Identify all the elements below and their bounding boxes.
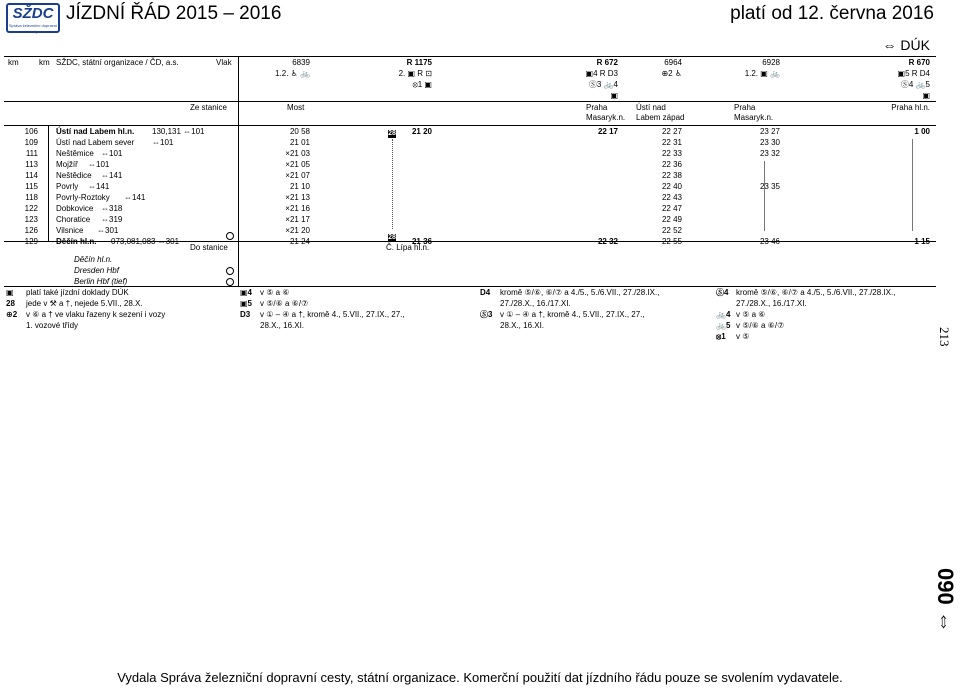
note-text: platí také jízdní doklady DÚK <box>26 288 129 297</box>
note-text: v ⑤ <box>736 332 750 341</box>
train-note: ▣ <box>922 91 930 100</box>
note-symbol: ▣ <box>6 288 14 297</box>
train-number: 6839 <box>292 58 310 67</box>
train-number: 6964 <box>664 58 682 67</box>
note-symbol: Ⓢ4 <box>716 288 729 297</box>
departure-time: 22 32 <box>597 237 618 246</box>
note-symbol: ⊕2 <box>6 310 18 319</box>
departure-time: 22 31 <box>661 138 682 147</box>
km2-header: km <box>39 58 50 67</box>
station-km: 106 <box>24 127 38 136</box>
train-note: 2. ▣ R ⊡ <box>398 69 432 78</box>
departure-time: 22 33 <box>661 149 682 158</box>
station-name: Ústí nad Labem hl.n. <box>56 127 135 136</box>
departure-time: 22 27 <box>661 127 682 136</box>
station-name: Choratice <box>56 215 91 224</box>
train-note: Ⓢ4 🚲5 <box>900 80 930 89</box>
note-text: v ① – ④ a †, kromě 4., 5.VII., 27.IX., 27., <box>260 310 405 319</box>
connecting-lines: 130,131 ⇔101 <box>152 127 205 136</box>
connecting-lines: ⇔301 <box>97 226 119 235</box>
station-km: 111 <box>25 149 38 158</box>
station-km: 115 <box>25 182 38 191</box>
departure-time: ×21 16 <box>285 204 310 213</box>
departure-time: 21 01 <box>289 138 310 147</box>
train-origin: Praha hl.n. <box>891 103 930 112</box>
note-symbol: D3 <box>240 310 251 319</box>
departure-time: 21 10 <box>289 182 310 191</box>
train-note: ▣ <box>610 91 618 100</box>
note-text: v ⑤ a ⑥ <box>736 310 766 319</box>
departure-time: 22 49 <box>661 215 682 224</box>
header-divider <box>4 101 936 102</box>
train-note: 1.2. ♿ 🚲 <box>275 69 310 78</box>
departure-time: 22 43 <box>661 193 682 202</box>
station-km: 113 <box>25 160 38 169</box>
departure-time: 22 17 <box>597 127 618 136</box>
departure-time: 22 47 <box>661 204 682 213</box>
departure-time: ×21 03 <box>285 149 310 158</box>
publisher-footer: Vydala Správa železniční dopravní cesty, státní organizace. Komerční použití dat jízdního řádu pouze se svolením vydavatele. <box>117 670 843 685</box>
connecting-lines: 073,081,083 ⇔301 <box>111 237 180 246</box>
duk-direction: ⇔ DÚK <box>882 37 930 53</box>
departure-time: 22 52 <box>661 226 682 235</box>
departure-time: ×21 17 <box>285 215 310 224</box>
station-km: 114 <box>25 171 38 180</box>
train-number: R 1175 <box>406 58 432 67</box>
connecting-lines: ⇔101 <box>152 138 174 147</box>
departure-time: 23 30 <box>759 138 780 147</box>
table-number: 090 ⇔ <box>933 568 958 633</box>
note-text: 28.X., 16.XI. <box>500 321 545 330</box>
train-note: 1.2. ▣ 🚲 <box>744 69 780 78</box>
connection-station: Děčín hl.n. <box>74 255 113 264</box>
logo-text: SŽDC <box>12 5 54 22</box>
departure-time: 22 55 <box>661 237 682 246</box>
page-number: 213 <box>937 327 952 347</box>
station-col-rule <box>238 56 239 286</box>
train-note: ▣5 R D4 <box>897 69 930 78</box>
train-note: Ⓢ3 🚲4 <box>588 80 618 89</box>
note-text: kromě ⑤/⑥, ⑥/⑦ a 4./5., 5./6.VII., 27./28.IX., <box>500 288 660 297</box>
connecting-lines: ⇔141 <box>124 193 146 202</box>
train-number: 6928 <box>762 58 780 67</box>
station-km: 122 <box>24 204 38 213</box>
note-text: 28.X., 16.XI. <box>260 321 305 330</box>
departure-time: ×21 05 <box>285 160 310 169</box>
departure-time: 23 35 <box>759 182 780 191</box>
station-name: Mojžíř <box>56 160 78 169</box>
pass-through-line <box>912 139 913 231</box>
to-station-header: Do stanice <box>190 243 228 252</box>
station-name: Děčín hl.n. <box>56 237 97 246</box>
note-symbol: 🚲5 <box>716 321 731 330</box>
note-symbol: Ⓢ3 <box>480 310 493 319</box>
connecting-lines: ⇔319 <box>101 215 123 224</box>
km-header: km <box>8 58 19 67</box>
station-name: Ústí nad Labem sever <box>56 138 135 147</box>
station-km: 118 <box>25 193 38 202</box>
note-text: v ① – ④ a †, kromě 4., 5.VII., 27.IX., 27., <box>500 310 645 319</box>
connection-circle-icon <box>226 267 234 275</box>
pass-through-line <box>764 161 765 231</box>
train-28-marker: 28 <box>388 130 396 137</box>
connecting-lines: ⇔141 <box>101 171 123 180</box>
connection-station: Dresden Hbf <box>74 266 119 275</box>
note-symbol: D4 <box>480 288 491 297</box>
connecting-lines: ⇔101 <box>88 160 110 169</box>
departure-time: 23 46 <box>759 237 780 246</box>
departure-time: 1 00 <box>914 127 930 136</box>
train-number: R 672 <box>596 58 618 67</box>
note-symbol: ▣5 <box>240 299 253 308</box>
train-note: ▣4 R D3 <box>585 69 618 78</box>
departure-time: ×21 07 <box>285 171 310 180</box>
note-symbol: 🚲4 <box>716 310 731 319</box>
station-name: Vilsnice <box>56 226 84 235</box>
departure-time: 20 58 <box>289 127 310 136</box>
station-name: Neštědice <box>56 171 92 180</box>
departure-time: 23 32 <box>759 149 780 158</box>
departure-time: 21 24 <box>289 237 310 246</box>
train-number: R 670 <box>908 58 930 67</box>
train-28-marker: 28 <box>388 234 396 241</box>
train-origin: Praha Masaryk.n. <box>586 103 626 122</box>
logo-subtext: Správa železniční dopravní cesty <box>8 23 58 34</box>
table-top-rule <box>4 56 936 57</box>
station-name: Povrly <box>56 182 79 191</box>
note-text: v ⑤/⑥ a ⑥/⑦ <box>260 299 309 308</box>
train-note: ⊕2 ♿ <box>661 69 682 78</box>
note-text: 27./28.X., 16./17.XI. <box>500 299 571 308</box>
note-symbol: ▣4 <box>240 288 253 297</box>
note-symbol: ⦻1 <box>716 332 726 341</box>
note-text: jede v ⚒ a †, nejede 5.VII., 28.X. <box>26 299 143 308</box>
station-area-divider <box>4 125 936 126</box>
departure-time: 22 40 <box>661 182 682 191</box>
validity-date: platí od 12. června 2016 <box>730 3 934 24</box>
from-station-header: Ze stanice <box>190 103 227 112</box>
connecting-lines: ⇔141 <box>88 182 110 191</box>
train-origin: Most <box>287 103 305 112</box>
train-origin: Praha Masaryk.n. <box>734 103 774 122</box>
szdc-logo <box>6 3 60 33</box>
note-text: v ⑤ a ⑥ <box>260 288 290 297</box>
departure-time: 1 15 <box>914 237 930 246</box>
timetable-title: JÍZDNÍ ŘÁD 2015 – 2016 <box>66 3 282 24</box>
departure-time: 22 38 <box>661 171 682 180</box>
note-text: v ⑥ a † ve vlaku řazeny k sezení i vozy <box>26 310 166 319</box>
note-text: v ⑤/⑥ a ⑥/⑦ <box>736 321 785 330</box>
connecting-lines: ⇔318 <box>101 204 123 213</box>
departure-time: 21 20 <box>411 127 432 136</box>
train-header: Vlak <box>216 58 232 67</box>
station-km: 126 <box>24 226 38 235</box>
connection-station: Berlin Hbf (tief) <box>74 277 128 286</box>
pass-through-line <box>392 139 396 229</box>
connection-circle-icon <box>226 278 234 286</box>
note-symbol: 28 <box>6 299 15 308</box>
connecting-lines: ⇔101 <box>101 149 123 158</box>
operator-header: SŽDC, státní organizace / ČD, a.s. <box>56 58 179 67</box>
km-col-rule <box>48 125 49 241</box>
station-km: 109 <box>24 138 38 147</box>
station-name: Neštěmice <box>56 149 94 158</box>
departure-time: ×21 13 <box>285 193 310 202</box>
notes-divider <box>4 286 936 287</box>
departure-time: 22 36 <box>661 160 682 169</box>
departure-time: ×21 20 <box>285 226 310 235</box>
note-text: 1. vozové třídy <box>26 321 79 330</box>
note-text: kromě ⑤/⑥, ⑥/⑦ a 4./5., 5./6.VII., 27./28.IX., <box>736 288 896 297</box>
train-note: ⦻1 ▣ <box>412 80 432 89</box>
station-name: Povrly-Roztoky <box>56 193 110 202</box>
departure-time: 23 27 <box>759 127 780 136</box>
departure-time: 21 36 <box>411 237 432 246</box>
station-name: Dobkovice <box>56 204 94 213</box>
train-origin: Ústí nad Labem západ <box>636 103 685 122</box>
train-destination: Č. Lípa hl.n. <box>386 243 430 252</box>
station-km: 123 <box>24 215 38 224</box>
station-km: 129 <box>24 237 38 246</box>
note-text: 27./28.X., 16./17.XI. <box>736 299 807 308</box>
connection-circle-icon <box>226 232 234 240</box>
